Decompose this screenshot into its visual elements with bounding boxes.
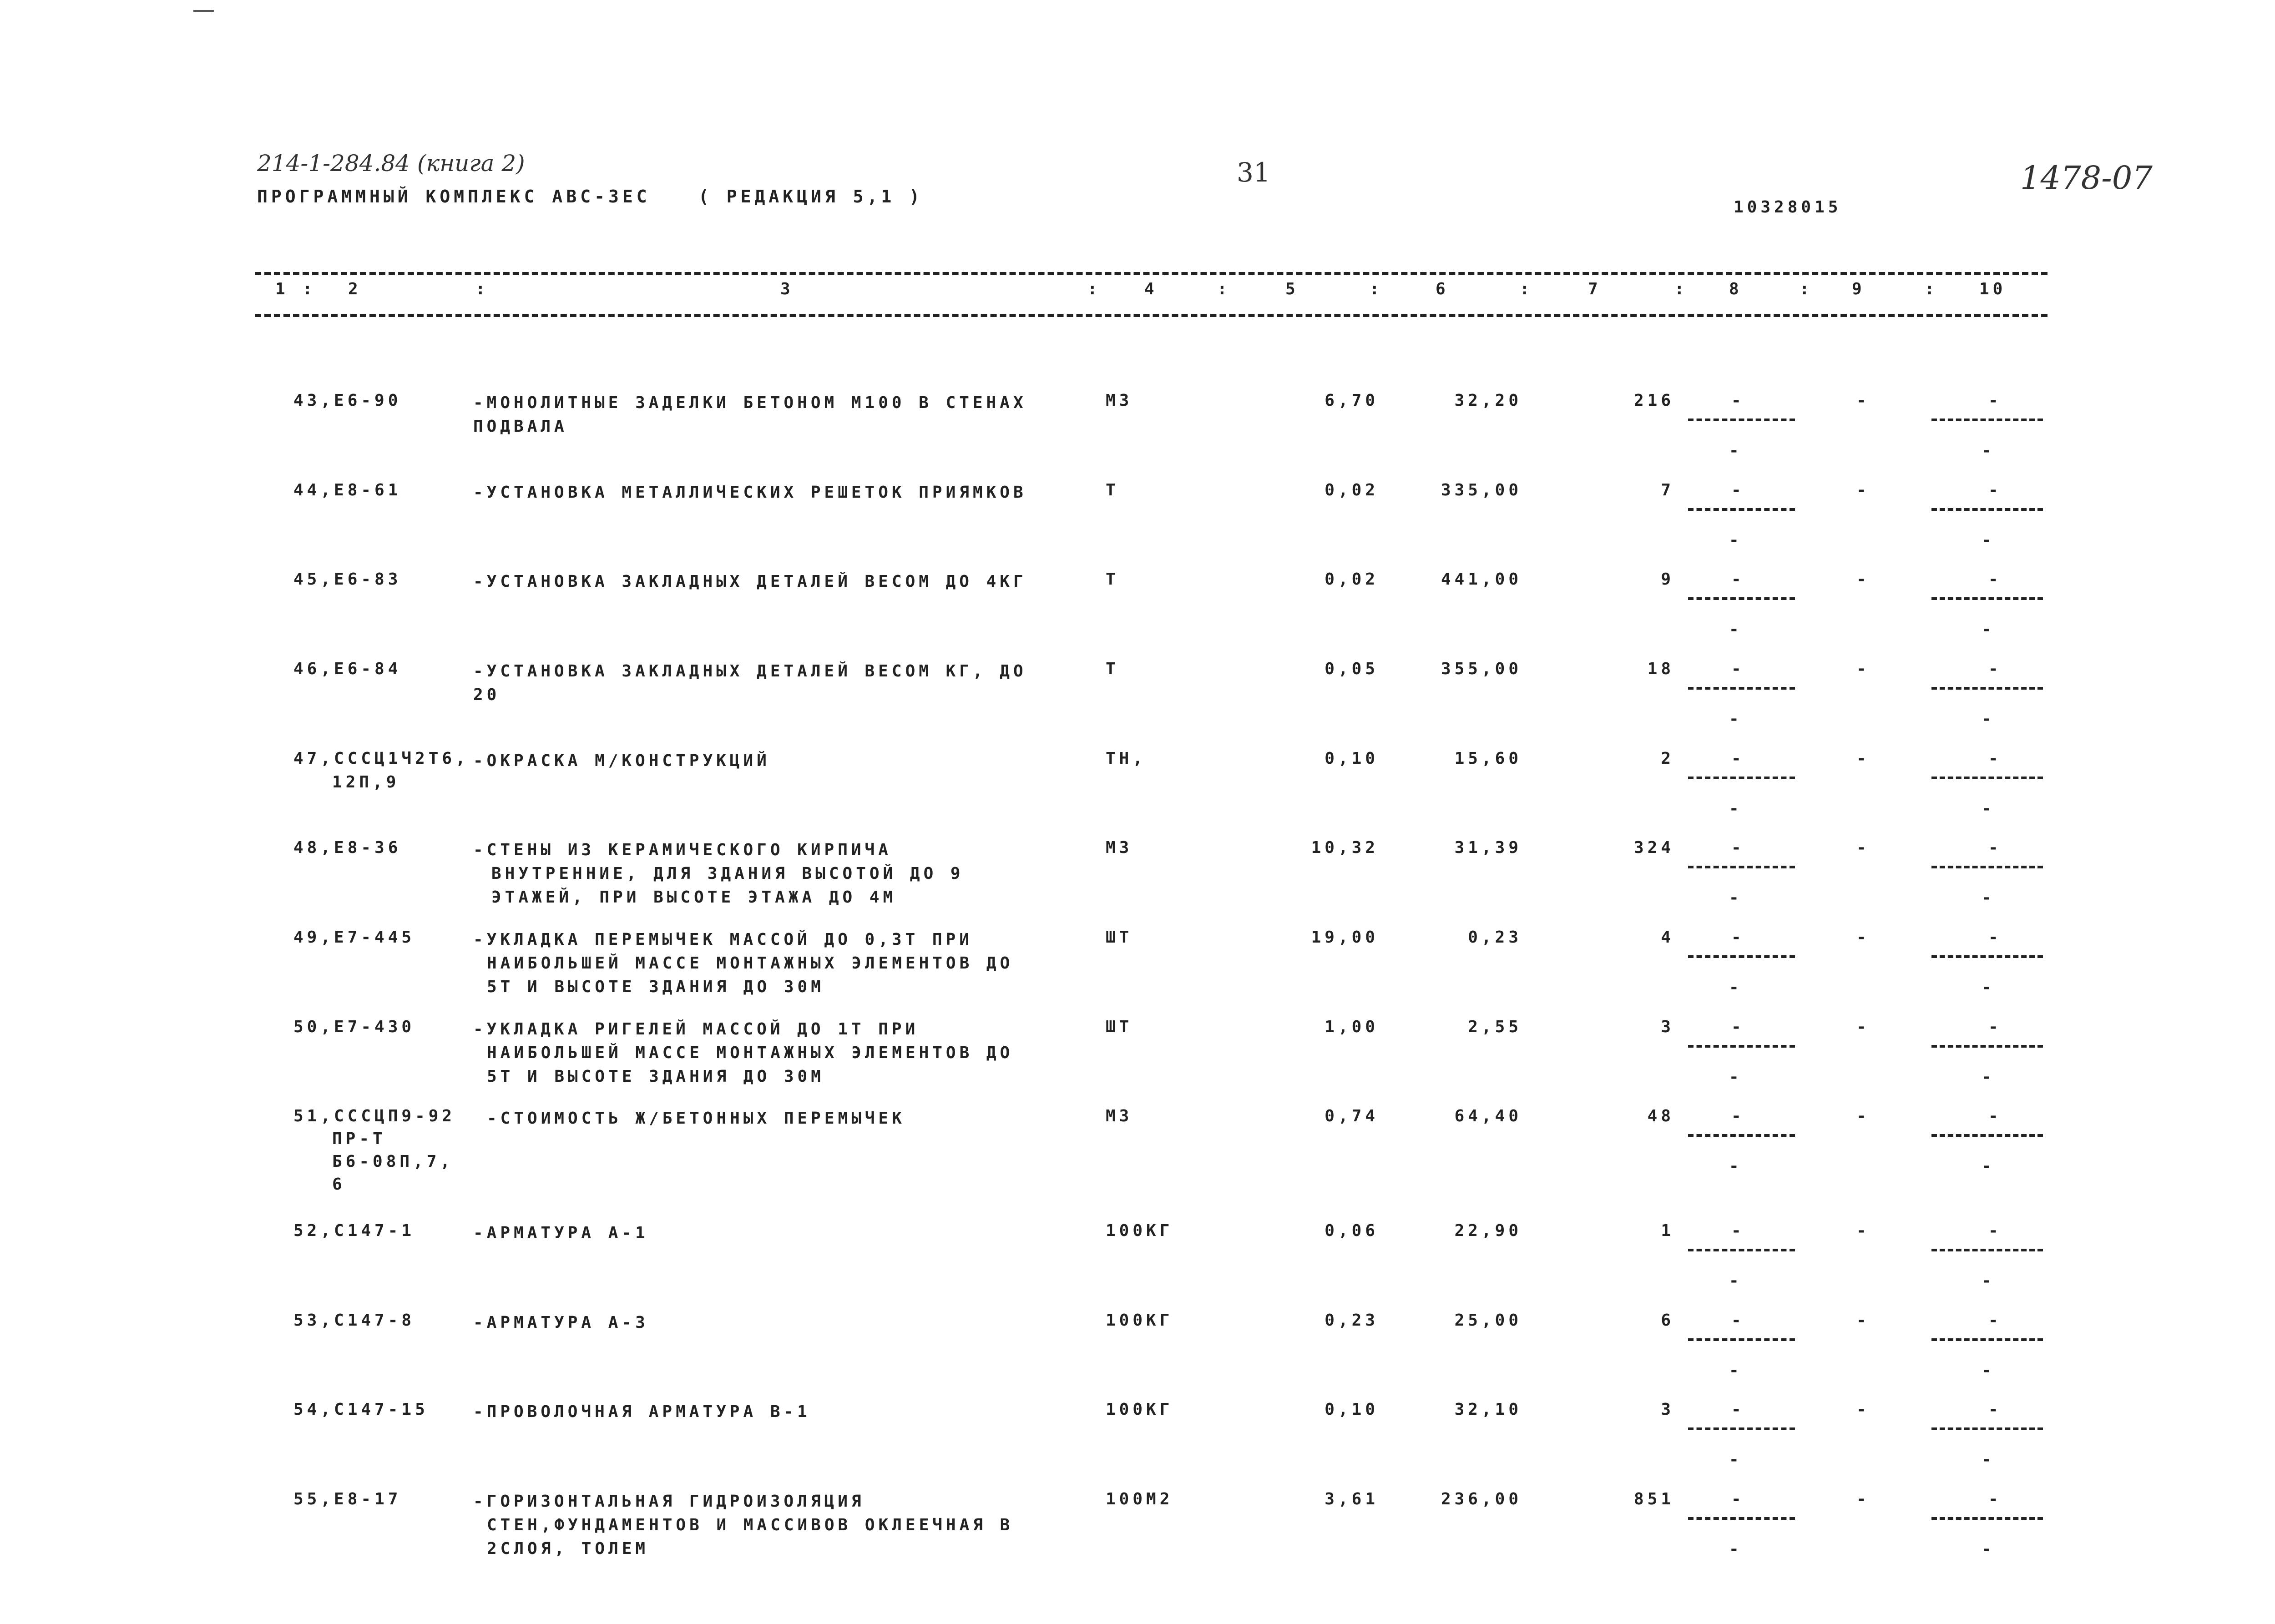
row-description <box>473 391 1027 439</box>
row-col10-value: - <box>1988 749 2002 768</box>
row-col9-value: - <box>1856 570 1870 589</box>
row-total: 6 <box>1661 1311 1674 1330</box>
column-divider: : <box>1087 280 1101 298</box>
subtotal-dash: - <box>1729 1361 1743 1380</box>
row-code: 45,Е6-83 <box>293 570 402 589</box>
column-header-10: 10 <box>1979 280 2007 298</box>
row-col8-value: - <box>1731 1018 1745 1036</box>
row-unit: М3 <box>1106 391 1133 410</box>
column-header-7: 7 <box>1588 280 1602 298</box>
row-col9-value: - <box>1856 660 1870 678</box>
row-col9-value: - <box>1856 1400 1870 1419</box>
row-col9-value: - <box>1856 481 1870 499</box>
subtotal-dash: - <box>1729 1540 1743 1558</box>
subtotal-dash: - <box>1982 531 1995 550</box>
description-line: -МОНОЛИТНЫЕ ЗАДЕЛКИ БЕТОНОМ М100 В СТЕНАХ <box>473 393 1027 412</box>
subtotal-underline <box>1688 1427 1795 1430</box>
subtotal-underline <box>1688 597 1795 600</box>
row-col9-value: - <box>1856 1221 1870 1240</box>
row-unit-price: 355,00 <box>1441 660 1522 678</box>
description-line: -УСТАНОВКА МЕТАЛЛИЧЕСКИХ РЕШЕТОК ПРИЯМКОВ <box>473 483 1027 502</box>
column-header-1: 1 <box>275 280 289 298</box>
row-col8-value: - <box>1731 838 1745 857</box>
column-header-4: 4 <box>1144 280 1158 298</box>
row-col10-value: - <box>1988 1018 2002 1036</box>
row-quantity: 0,06 <box>1325 1221 1379 1240</box>
column-header-8: 8 <box>1729 280 1743 298</box>
subtotal-underline <box>1688 1045 1795 1048</box>
row-unit-price: 22,90 <box>1454 1221 1522 1240</box>
row-description <box>473 1311 649 1335</box>
row-col10-value: - <box>1988 1400 2002 1419</box>
description-line: 20 <box>473 686 500 704</box>
row-quantity: 0,02 <box>1325 570 1379 589</box>
subtotal-underline <box>1688 1338 1795 1341</box>
subtotal-dash: - <box>1982 441 1995 460</box>
row-unit-price: 25,00 <box>1454 1311 1522 1330</box>
program-name: ПРОГРАММНЫЙ КОМПЛЕКС АВС-3ЕС <box>257 187 651 207</box>
row-unit: Т <box>1106 570 1119 589</box>
row-unit: Т <box>1106 481 1119 499</box>
row-quantity: 0,05 <box>1325 660 1379 678</box>
subtotal-dash: - <box>1982 888 1995 907</box>
row-description <box>473 1400 811 1424</box>
subtotal-underline <box>1688 687 1795 690</box>
subtotal-underline <box>1688 777 1795 779</box>
row-code-continuation: ПР-Т <box>332 1130 386 1148</box>
subtotal-underline <box>1931 866 2043 868</box>
subtotal-underline <box>1688 419 1795 421</box>
row-unit: ШТ <box>1106 928 1133 947</box>
column-header-3: 3 <box>780 280 794 298</box>
row-total: 7 <box>1661 481 1674 499</box>
description-line: -АРМАТУРА А-3 <box>473 1313 649 1332</box>
row-col8-value: - <box>1731 928 1745 947</box>
subtotal-dash: - <box>1729 1068 1743 1086</box>
row-col10-value: - <box>1988 391 2002 410</box>
subtotal-underline <box>1688 955 1795 958</box>
column-header-6: 6 <box>1436 280 1449 298</box>
row-quantity: 6,70 <box>1325 391 1379 410</box>
row-quantity: 0,10 <box>1325 749 1379 768</box>
row-code: 46,Е6-84 <box>293 660 402 678</box>
subtotal-dash: - <box>1729 620 1743 639</box>
description-line: -АРМАТУРА А-1 <box>473 1224 649 1242</box>
row-description <box>473 749 770 773</box>
subtotal-underline <box>1931 419 2043 421</box>
row-col9-value: - <box>1856 1107 1870 1125</box>
row-code: 49,Е7-445 <box>293 928 415 947</box>
subtotal-dash: - <box>1982 620 1995 639</box>
row-col9-value: - <box>1856 928 1870 947</box>
row-col10-value: - <box>1988 570 2002 589</box>
row-total: 18 <box>1647 660 1674 678</box>
row-col8-value: - <box>1731 749 1745 768</box>
row-description <box>473 838 964 909</box>
row-quantity: 0,23 <box>1325 1311 1379 1330</box>
row-unit: 100КГ <box>1106 1221 1173 1240</box>
row-col9-value: - <box>1856 749 1870 768</box>
row-unit: 100КГ <box>1106 1311 1173 1330</box>
column-divider: : <box>1217 280 1231 298</box>
corner-dash <box>193 10 214 12</box>
subtotal-underline <box>1688 1134 1795 1137</box>
row-unit-price: 64,40 <box>1454 1107 1522 1125</box>
row-description <box>473 570 1027 594</box>
column-header-5: 5 <box>1285 280 1299 298</box>
row-col10-value: - <box>1988 481 2002 499</box>
row-description <box>473 1221 649 1245</box>
subtotal-underline <box>1931 777 2043 779</box>
row-col9-value: - <box>1856 1018 1870 1036</box>
row-col8-value: - <box>1731 660 1745 678</box>
row-code: 48,Е8-36 <box>293 838 402 857</box>
row-unit-price: 32,20 <box>1454 391 1522 410</box>
subtotal-dash: - <box>1982 1068 1995 1086</box>
row-unit-price: 31,39 <box>1454 838 1522 857</box>
row-col10-value: - <box>1988 660 2002 678</box>
row-quantity: 0,10 <box>1325 1400 1379 1419</box>
description-line: -УКЛАДКА РИГЕЛЕЙ МАССОЙ ДО 1Т ПРИ <box>473 1020 919 1039</box>
row-total: 4 <box>1661 928 1674 947</box>
row-description <box>473 928 1013 999</box>
row-col8-value: - <box>1731 570 1745 589</box>
row-code: 54,С147-15 <box>293 1400 429 1419</box>
subtotal-dash: - <box>1729 1157 1743 1175</box>
description-line: ЭТАЖЕЙ, ПРИ ВЫСОТЕ ЭТАЖА ДО 4М <box>491 888 897 907</box>
subtotal-dash: - <box>1729 978 1743 997</box>
subtotal-dash: - <box>1982 978 1995 997</box>
subtotal-underline <box>1688 866 1795 868</box>
subtotal-underline <box>1931 955 2043 958</box>
row-col9-value: - <box>1856 391 1870 410</box>
row-col8-value: - <box>1731 1400 1745 1419</box>
row-total: 216 <box>1633 391 1674 410</box>
row-code: 50,Е7-430 <box>293 1018 415 1036</box>
row-unit-price: 335,00 <box>1441 481 1522 499</box>
subtotal-dash: - <box>1982 1450 1995 1469</box>
row-code: 43,Е6-90 <box>293 391 402 410</box>
row-quantity: 0,74 <box>1325 1107 1379 1125</box>
column-divider: : <box>1674 280 1688 298</box>
row-unit-price: 15,60 <box>1454 749 1522 768</box>
row-quantity: 19,00 <box>1311 928 1379 947</box>
description-line: СТЕН,ФУНДАМЕНТОВ И МАССИВОВ ОКЛЕЕЧНАЯ В <box>487 1516 1014 1534</box>
subtotal-dash: - <box>1982 1540 1995 1558</box>
subtotal-dash: - <box>1982 710 1995 728</box>
subtotal-underline <box>1931 1134 2043 1137</box>
column-divider: : <box>1520 280 1533 298</box>
row-code-continuation: 12П,9 <box>332 773 400 792</box>
page-number: 31 <box>1237 157 1270 188</box>
row-quantity: 10,32 <box>1311 838 1379 857</box>
row-col9-value: - <box>1856 838 1870 857</box>
row-code-continuation: Б6-08П,7, <box>332 1152 454 1171</box>
row-description <box>487 1107 905 1130</box>
column-header-9: 9 <box>1852 280 1866 298</box>
row-col10-value: - <box>1988 1221 2002 1240</box>
row-col8-value: - <box>1731 1221 1745 1240</box>
subtotal-underline <box>1931 1338 2043 1341</box>
description-line: -УСТАНОВКА ЗАКЛАДНЫХ ДЕТАЛЕЙ ВЕСОМ ДО 4КГ <box>473 572 1027 591</box>
column-divider: : <box>1370 280 1383 298</box>
subtotal-dash: - <box>1982 799 1995 818</box>
subtotal-dash: - <box>1729 531 1743 550</box>
row-quantity: 3,61 <box>1325 1490 1379 1508</box>
handwritten-number: 1478-07 <box>2020 159 2153 197</box>
row-col10-value: - <box>1988 1107 2002 1125</box>
row-code: 44,Е8-61 <box>293 481 402 499</box>
row-col9-value: - <box>1856 1490 1870 1508</box>
row-total: 9 <box>1661 570 1674 589</box>
description-line: ВНУТРЕННИЕ, ДЛЯ ЗДАНИЯ ВЫСОТОЙ ДО 9 <box>491 864 964 883</box>
subtotal-dash: - <box>1729 710 1743 728</box>
table-top-rule <box>255 272 2048 275</box>
subtotal-underline <box>1688 1249 1795 1251</box>
row-unit: Т <box>1106 660 1119 678</box>
row-col9-value: - <box>1856 1311 1870 1330</box>
row-description <box>473 1018 1013 1089</box>
row-col8-value: - <box>1731 481 1745 499</box>
row-unit: М3 <box>1106 1107 1133 1125</box>
row-unit-price: 32,10 <box>1454 1400 1522 1419</box>
subtotal-underline <box>1688 1517 1795 1520</box>
row-total: 1 <box>1661 1221 1674 1240</box>
row-total: 48 <box>1647 1107 1674 1125</box>
row-total: 3 <box>1661 1400 1674 1419</box>
row-code: 51,СССЦП9-92 <box>293 1107 456 1125</box>
row-col8-value: - <box>1731 1490 1745 1508</box>
row-quantity: 1,00 <box>1325 1018 1379 1036</box>
row-unit-price: 0,23 <box>1468 928 1522 947</box>
row-code: 55,Е8-17 <box>293 1490 402 1508</box>
description-line: -ОКРАСКА М/КОНСТРУКЦИЙ <box>473 751 770 770</box>
row-unit: ТН, <box>1106 749 1147 768</box>
subtotal-dash: - <box>1729 1271 1743 1290</box>
row-col10-value: - <box>1988 838 2002 857</box>
document-code: 10328015 <box>1734 198 1842 217</box>
description-line: -УКЛАДКА ПЕРЕМЫЧЕК МАССОЙ ДО 0,3Т ПРИ <box>473 930 973 949</box>
description-line: ПОДВАЛА <box>473 417 568 436</box>
row-col10-value: - <box>1988 1490 2002 1508</box>
subtotal-dash: - <box>1729 799 1743 818</box>
row-unit: М3 <box>1106 838 1133 857</box>
subtotal-underline <box>1931 1517 2043 1520</box>
subtotal-underline <box>1931 597 2043 600</box>
row-col8-value: - <box>1731 1311 1745 1330</box>
subtotal-dash: - <box>1729 441 1743 460</box>
subtotal-dash: - <box>1982 1157 1995 1175</box>
description-line: -УСТАНОВКА ЗАКЛАДНЫХ ДЕТАЛЕЙ ВЕСОМ КГ, ДО <box>473 662 1027 681</box>
row-code-continuation: 6 <box>332 1175 346 1194</box>
column-divider: : <box>303 280 316 298</box>
row-description <box>473 1490 1013 1561</box>
column-header-2: 2 <box>348 280 362 298</box>
row-col10-value: - <box>1988 1311 2002 1330</box>
subtotal-underline <box>1931 1249 2043 1251</box>
row-total: 2 <box>1661 749 1674 768</box>
subtotal-underline <box>1931 1427 2043 1430</box>
row-unit-price: 236,00 <box>1441 1490 1522 1508</box>
row-code: 47,СССЦ1Ч2Т6, <box>293 749 469 768</box>
row-total: 3 <box>1661 1018 1674 1036</box>
row-col10-value: - <box>1988 928 2002 947</box>
subtotal-underline <box>1931 1045 2043 1048</box>
row-unit-price: 2,55 <box>1468 1018 1522 1036</box>
edition-label: ( РЕДАКЦИЯ 5,1 ) <box>698 187 924 207</box>
row-col8-value: - <box>1731 391 1745 410</box>
subtotal-underline <box>1688 508 1795 511</box>
column-divider: : <box>1800 280 1813 298</box>
description-line: НАИБОЛЬШЕЙ МАССЕ МОНТАЖНЫХ ЭЛЕМЕНТОВ ДО <box>487 1044 1014 1062</box>
row-total: 324 <box>1633 838 1674 857</box>
row-total: 851 <box>1633 1490 1674 1508</box>
description-line: 5Т И ВЫСОТЕ ЗДАНИЯ ДО 30М <box>487 978 824 996</box>
subtotal-dash: - <box>1982 1271 1995 1290</box>
description-line: НАИБОЛЬШЕЙ МАССЕ МОНТАЖНЫХ ЭЛЕМЕНТОВ ДО <box>487 954 1014 973</box>
description-line: -СТОИМОСТЬ Ж/БЕТОННЫХ ПЕРЕМЫЧЕК <box>487 1109 905 1128</box>
row-code: 52,С147-1 <box>293 1221 415 1240</box>
row-unit: ШТ <box>1106 1018 1133 1036</box>
description-line: 2СЛОЯ, ТОЛЕМ <box>487 1539 649 1558</box>
subtotal-dash: - <box>1982 1361 1995 1380</box>
subtotal-underline <box>1931 687 2043 690</box>
row-description <box>473 481 1027 504</box>
description-line: -СТЕНЫ ИЗ КЕРАМИЧЕСКОГО КИРПИЧА <box>473 841 892 859</box>
row-col8-value: - <box>1731 1107 1745 1125</box>
column-divider: : <box>475 280 489 298</box>
table-header-rule <box>255 314 2048 317</box>
description-line: -ПРОВОЛОЧНАЯ АРМАТУРА В-1 <box>473 1402 811 1421</box>
column-divider: : <box>1925 280 1938 298</box>
row-unit-price: 441,00 <box>1441 570 1522 589</box>
description-line: -ГОРИЗОНТАЛЬНАЯ ГИДРОИЗОЛЯЦИЯ <box>473 1492 865 1511</box>
subtotal-dash: - <box>1729 1450 1743 1469</box>
row-unit: 100М2 <box>1106 1490 1173 1508</box>
subtotal-underline <box>1931 508 2043 511</box>
subtotal-dash: - <box>1729 888 1743 907</box>
row-code: 53,С147-8 <box>293 1311 415 1330</box>
row-quantity: 0,02 <box>1325 481 1379 499</box>
row-unit: 100КГ <box>1106 1400 1173 1419</box>
row-description <box>473 660 1027 707</box>
description-line: 5Т И ВЫСОТЕ ЗДАНИЯ ДО 30М <box>487 1067 824 1086</box>
handwritten-reference: 214-1-284.84 (книга 2) <box>257 150 525 177</box>
